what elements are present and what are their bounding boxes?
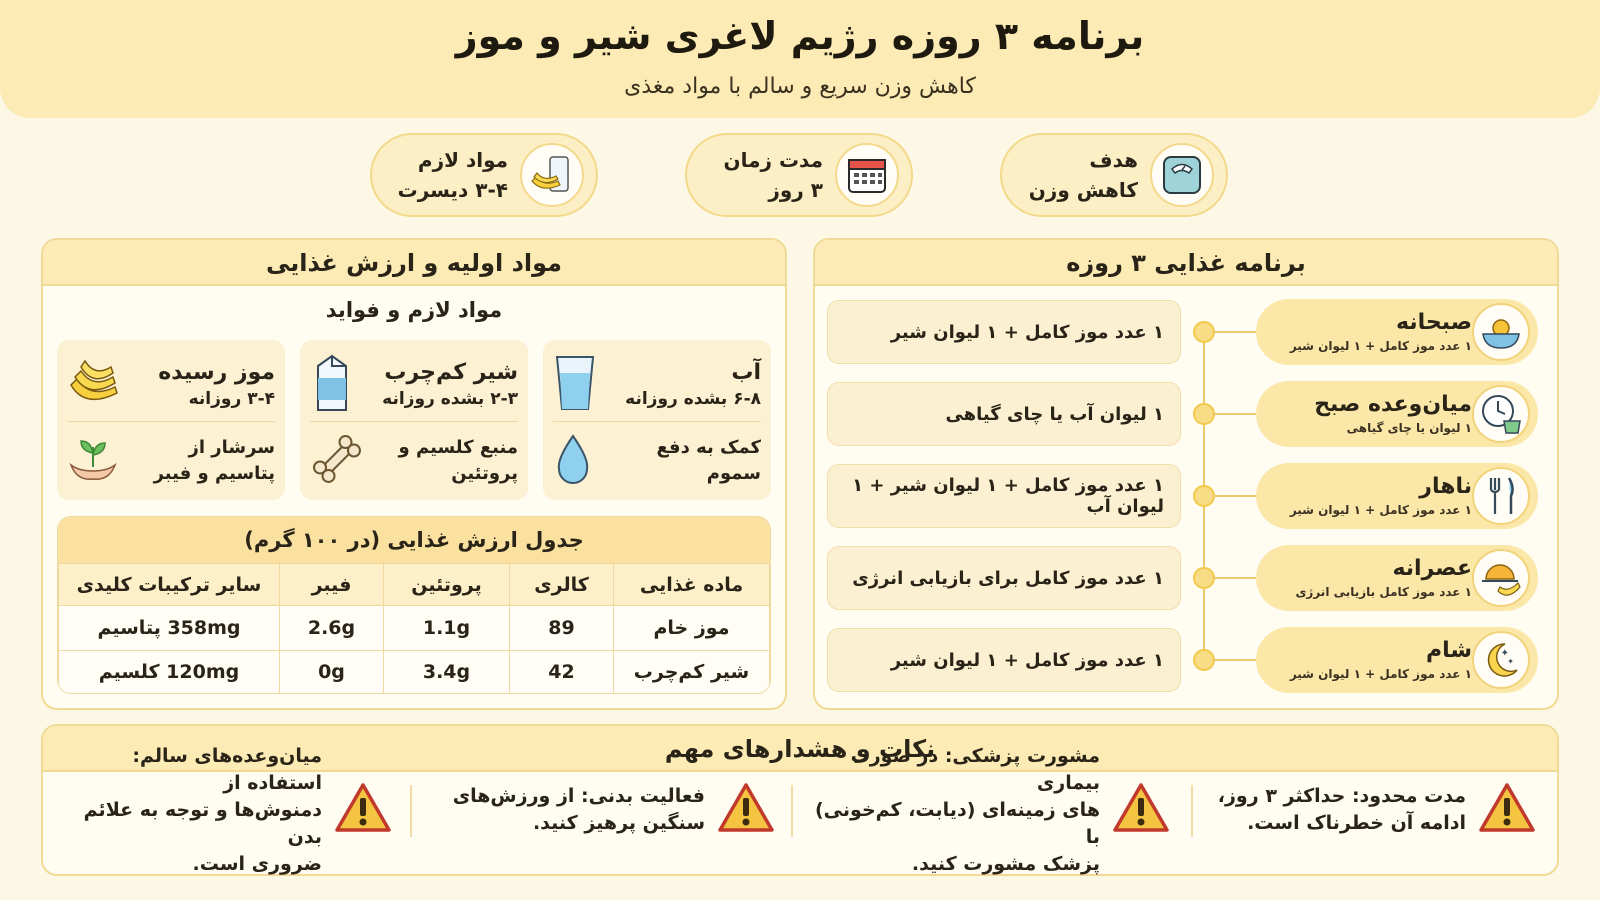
page-subtitle: کاهش وزن سریع و سالم با مواد مغذی [624, 74, 976, 99]
tip-item: فعالیت بدنی: از ورزش‌های سنگین پرهیز کنید. [430, 768, 785, 852]
fork-knife-icon [1472, 467, 1530, 525]
meal-detail: ۱ عدد موز کامل + ۱ لیوان شیر [827, 300, 1181, 364]
tip-item: میان‌وعده‌های سالم: استفاده از دمنوش‌ها و توجه به علائم بدن ضروری است. [52, 768, 402, 852]
meal-detail: ۱ عدد موز کامل + ۱ لیوان شیر + ۱ لیوان آب [827, 464, 1181, 528]
nutrition-table [57, 516, 771, 694]
table-row: موز خام 89 1.1g 2.6g 358mg پتاسیم [59, 606, 770, 650]
milk-banana-icon [520, 143, 584, 207]
table-row: شیر کم‌چرب 42 3.4g 0g 120mg کلسیم [59, 650, 770, 694]
meal-detail: ۱ عدد موز کامل برای بازیابی انرژی [827, 546, 1181, 610]
warning-icon [1112, 782, 1170, 838]
page-title: برنامه ۳ روزه رژیم لاغری شیر و موز [455, 14, 1145, 58]
ingredient-card-banana: موز رسیده ۳-۴ روزانه سرشار از پتاسیم و فیبر [57, 340, 285, 500]
meal-detail: ۱ عدد موز کامل + ۱ لیوان شیر [827, 628, 1181, 692]
nutrition-title: جدول ارزش غذایی (در ۱۰۰ گرم) [58, 517, 770, 563]
bone-icon [310, 432, 364, 490]
water-drop-icon [553, 433, 593, 489]
calendar-icon [835, 143, 899, 207]
meal-snack-morning: میان‌وعده صبح ۱ لیوان یا چای گیاهی [1256, 381, 1538, 447]
tip-item: مدت محدود: حداکثر ۳ روز، ادامه آن خطرناک است. [1196, 768, 1546, 852]
warning-icon [1478, 782, 1536, 838]
meal-dinner: ✦ ✦ شام ۱ عدد موز کامل + ۱ لیوان شیر [1256, 627, 1538, 693]
sunrise-bowl-icon [1472, 303, 1530, 361]
warning-icon [717, 782, 775, 838]
page-header [0, 0, 1600, 118]
ingredients-pill: مواد لازم ۳-۴ دیسرت [370, 133, 598, 217]
meal-breakfast: صبحانه ۱ عدد موز کامل + ۱ لیوان شیر [1256, 299, 1538, 365]
banana-icon [67, 355, 123, 415]
meal-plan-title: برنامه غذایی ۳ روزه [815, 240, 1557, 286]
tip-item: مشورت پزشکی: در صورت بیماری های زمینه‌ای (دیابت، کم‌خونی) با پزشک مشورت کنید. [800, 768, 1180, 852]
scale-icon [1150, 143, 1214, 207]
meal-detail: ۱ لیوان آب یا چای گیاهی [827, 382, 1181, 446]
nutrition-header: سایر ترکیبات کلیدی [59, 564, 280, 606]
goal-pill: هدف کاهش وزن [1000, 133, 1228, 217]
meal-afternoon: عصرانه ۱ عدد موز کامل بازیابی انرژی [1256, 545, 1538, 611]
sunset-banana-icon [1472, 549, 1530, 607]
nutrition-header: ماده غذایی [614, 564, 770, 606]
plant-hands-icon [67, 433, 119, 489]
nutrition-header: فیبر [280, 564, 384, 606]
water-glass-icon [553, 353, 597, 417]
ingredients-title: مواد اولیه و ارزش غذایی [43, 240, 785, 286]
duration-pill: مدت زمان ۳ روز [685, 133, 913, 217]
meal-lunch: ناهار ۱ عدد موز کامل + ۱ لیوان شیر [1256, 463, 1538, 529]
ingredient-card-water: آب ۶-۸ بشده روزانه کمک به دفع سموم [543, 340, 771, 500]
clock-tea-icon [1472, 385, 1530, 443]
svg-text:✦: ✦ [1507, 657, 1514, 666]
ingredient-card-milk: شیر کم‌چرب ۲-۳ بشده روزانه منبع کلسیم و پروتئین [300, 340, 528, 500]
tips-title: نکات و هشدارهای مهم [43, 726, 1557, 772]
nutrition-header: پروتئین [384, 564, 510, 606]
svg-text:✦: ✦ [1500, 648, 1509, 659]
moon-stars-icon [1472, 631, 1530, 689]
nutrition-header: کالری [510, 564, 614, 606]
milk-carton-icon [310, 352, 354, 418]
ingredients-subtitle: مواد لازم و فواید [325, 298, 503, 322]
warning-icon [334, 782, 392, 838]
